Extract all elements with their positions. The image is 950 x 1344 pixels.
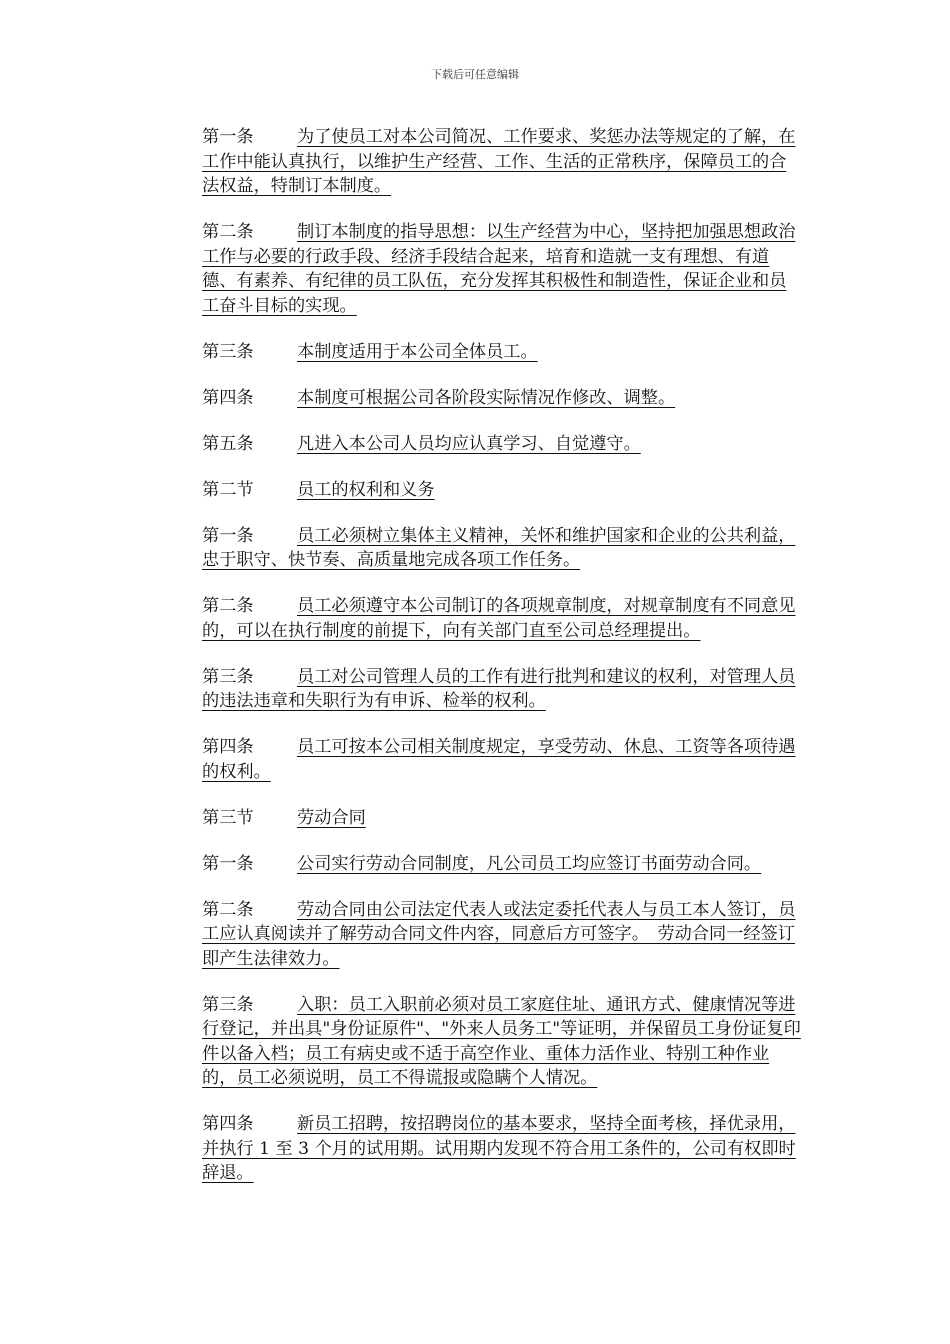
article-label: 第一条 [202,853,254,874]
article-paragraph [202,524,802,573]
article-text: 公司实行劳动合同制度，凡公司员工均应签订书面劳动合同。 [297,853,762,874]
article-label: 第三条 [202,341,254,362]
section-heading [202,806,802,831]
page-header: 下载后可任意编辑 [431,68,519,81]
article-paragraph [202,993,802,1091]
article-paragraph [202,594,802,643]
article-paragraph [202,1112,802,1186]
article-paragraph [202,735,802,784]
article-label: 第二条 [202,596,254,616]
article-paragraph [202,898,802,972]
article-label: 第四条 [202,387,254,408]
article-text: 制订本制度的指导思想：以生产经营为中心，坚持把加强思想政治工作与必要的行政手段、经济手段结合起来，培育和造就一支有理想、有道德、有素养、有纪律的员工队伍，充分发挥其积极性和制造性，保证企业和员工奋斗目标的实现。 [202,222,796,316]
section-heading [202,478,802,503]
article-text: 入职：员工入职前必须对员工家庭住址、通讯方式、健康情况等进行登记，并出具"身份证原件"、"外来人员务工"等证明，并保留员工身份证复印件以备入档；员工有病史或不适于高空作业、重体力活作业、特别工种作业的，员工必须说明，员工不得谎报或隐瞒个人情况。 [202,994,801,1088]
article-label: 第三条 [202,994,254,1015]
article-text: 为了使员工对本公司简况、工作要求、奖惩办法等规定的了解，在工作中能认真执行，以维护生产经营、工作、生活的正常秩序，保障员工的合法权益，特制订本制度。 [202,127,796,196]
article-label: 第五条 [202,433,254,454]
article-text: 员工可按本公司相关制度规定，享受劳动、休息、工资等各项待遇的权利。 [202,737,796,782]
section-label: 第二节 [202,479,254,500]
article-text: 员工对公司管理人员的工作有进行批判和建议的权利，对管理人员的违法违章和失职行为有申诉、检举的权利。 [202,666,796,711]
article-paragraph [202,340,802,365]
section-title: 员工的权利和义务 [297,479,435,500]
article-paragraph [202,386,802,411]
article-label: 第四条 [202,737,254,757]
article-paragraph [202,220,802,318]
article-text: 劳动合同由公司法定代表人或法定委托代表人与员工本人签订，员工应认真阅读并了解劳动合同文件内容，同意后方可签字。 劳动合同一经签订即产生法律效力。 [202,899,796,969]
article-label: 第一条 [202,127,254,147]
article-text: 员工必须遵守本公司制订的各项规章制度，对规章制度有不同意见的，可以在执行制度的前提下，向有关部门直至公司总经理提出。 [202,596,796,641]
article-text: 凡进入本公司人员均应认真学习、自觉遵守。 [297,433,641,454]
document-body [202,125,802,1207]
article-text: 本制度适用于本公司全体员工。 [297,341,538,362]
article-label: 第四条 [202,1114,254,1134]
article-label: 第二条 [202,899,254,920]
article-label: 第一条 [202,525,254,546]
article-paragraph [202,432,802,457]
article-text: 新员工招聘，按招聘岗位的基本要求，坚持全面考核，择优录用，并执行 1 至 3 个月的试用期。试用期内发现不符合用工条件的，公司有权即时辞退。 [202,1114,796,1183]
article-label: 第三条 [202,666,254,687]
article-paragraph [202,665,802,714]
article-text: 员工必须树立集体主义精神，关怀和维护国家和企业的公共利益，忠于职守、快节奏、高质量地完成各项工作任务。 [202,525,796,570]
section-title: 劳动合同 [297,807,366,828]
article-label: 第二条 [202,222,254,242]
article-paragraph [202,852,802,877]
article-paragraph [202,125,802,199]
article-text: 本制度可根据公司各阶段实际情况作修改、调整。 [297,387,676,408]
section-label: 第三节 [202,807,254,828]
